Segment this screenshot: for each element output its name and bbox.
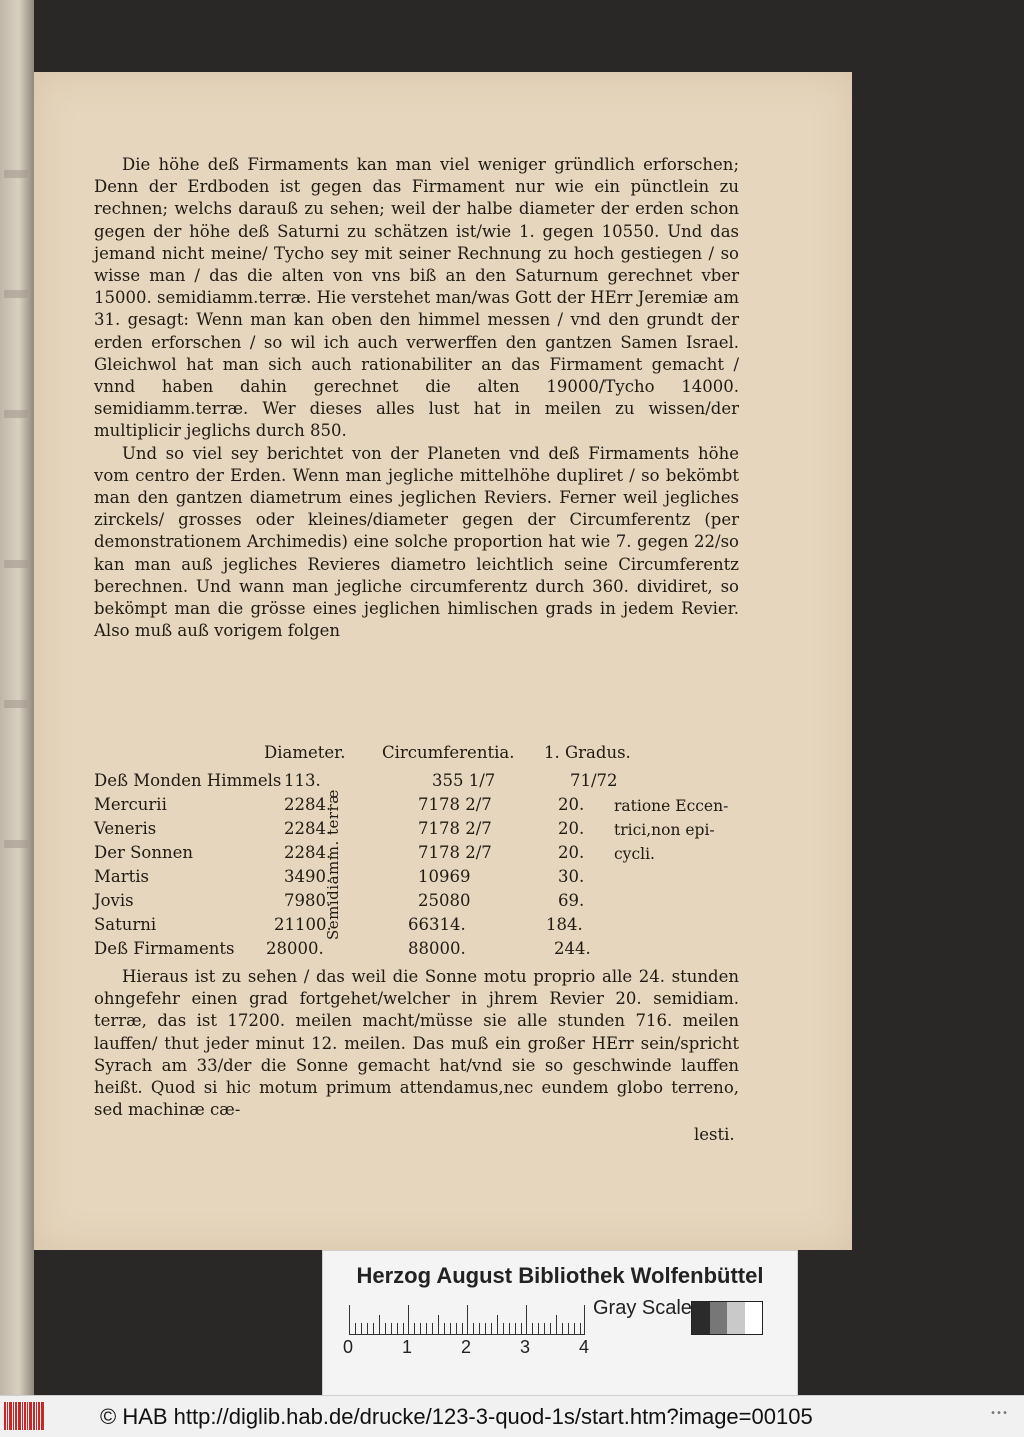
row-diameter: 2284. bbox=[284, 795, 332, 814]
row-circ: 7178 2/7 bbox=[418, 795, 492, 814]
book-spine-edge bbox=[0, 0, 34, 1395]
hab-logo-icon bbox=[4, 1402, 48, 1430]
row-gradus: 20. bbox=[558, 843, 585, 862]
row-gradus: 244. bbox=[554, 939, 591, 958]
header-circumferentia: Circumferentia. bbox=[382, 743, 515, 762]
row-name: Saturni bbox=[94, 915, 157, 934]
gray-scale-label: Gray Scale bbox=[593, 1297, 692, 1319]
header-gradus: 1. Gradus. bbox=[544, 743, 631, 762]
paragraph-2: Und so viel sey berichtet von der Planeten vnd deß Firmaments höhe vom centro der Erden. Wenn man jegliche mittelhöhe dupliret / so bekömbt man den gantzen diametrum eines jeglichen Reviers. Ferner weil jegliches zirckels/ grosses oder kleines/diameter gegen der Circumferentz (per demonstrationem Archimedis) eine solche proportion hat wie 7. gegen 22/so kan man auß jegliches Revieres diametro leichtlich seine Circumferentz berechnen. Und wann man jegliche circumferentz durch 360. dividiret, so bekömpt man die grösse eines jeglichen himlischen grads in jedem Revier. Also muß auß vorigem folgen bbox=[94, 443, 739, 641]
row-diameter: 2284. bbox=[284, 819, 332, 838]
paragraph-3-wrap bbox=[94, 966, 739, 1121]
table-row bbox=[94, 914, 739, 938]
semidiamm-side-label: Semidiamm. terræ bbox=[324, 789, 342, 941]
row-gradus: 71/72 bbox=[570, 771, 618, 790]
ruler-number: 1 bbox=[402, 1337, 413, 1357]
footer-dots: ••• bbox=[989, 1408, 1008, 1419]
library-title: Herzog August Bibliothek Wolfenbüttel bbox=[356, 1263, 764, 1288]
row-gradus: 30. bbox=[558, 867, 585, 886]
ruler-number: 0 bbox=[343, 1337, 354, 1357]
ruler-number: 3 bbox=[520, 1337, 531, 1357]
row-name: Veneris bbox=[94, 819, 157, 838]
eccentric-note: ratione Eccen- trici,non epi- cycli. bbox=[614, 797, 729, 863]
row-gradus: 20. bbox=[558, 795, 585, 814]
row-diameter: 3490. bbox=[284, 867, 332, 886]
scale-ruler bbox=[349, 1299, 585, 1335]
row-circ: 88000. bbox=[408, 939, 466, 958]
table-row bbox=[94, 866, 739, 890]
copyright-url[interactable]: © HAB http://diglib.hab.de/drucke/123-3-quod-1s/start.htm?image=00105 bbox=[100, 1404, 813, 1429]
table-header bbox=[94, 742, 739, 766]
row-gradus: 184. bbox=[546, 915, 583, 934]
row-name: Der Sonnen bbox=[94, 843, 194, 862]
table-row bbox=[94, 890, 739, 914]
row-circ: 7178 2/7 bbox=[418, 819, 492, 838]
table-row bbox=[94, 770, 739, 794]
row-name: Mercurii bbox=[94, 795, 167, 814]
library-label-card bbox=[322, 1250, 798, 1397]
row-diameter: 21100. bbox=[274, 915, 332, 934]
row-name: Martis bbox=[94, 867, 149, 886]
row-name: Deß Firmaments bbox=[94, 939, 235, 958]
row-name: Jovis bbox=[94, 891, 134, 910]
row-circ: 25080 bbox=[418, 891, 471, 910]
row-gradus: 69. bbox=[558, 891, 585, 910]
paragraph-3: Hieraus ist zu sehen / das weil die Sonne motu proprio alle 24. stunden ohngefehr einen grad fortgehet/welcher in jhrem Revier 20. semidiam. terræ, das ist 17200. meilen macht/müsse sie alle stunden 716. meilen lauffen/ thut jeder minut 12. meilen. Das muß ein großer HErr sein/spricht Syrach am 33/der die Sonne gemacht hat/vnd sie so geschwinde lauffen heißt. Quod si hic motum primum attendamus,nec eundem globo terreno, sed machinæ cæ- bbox=[94, 967, 739, 1120]
scanned-page bbox=[34, 72, 852, 1250]
header-diameter: Diameter. bbox=[264, 743, 346, 762]
row-circ: 7178 2/7 bbox=[418, 843, 492, 862]
row-diameter: 2284. bbox=[284, 843, 332, 862]
row-circ: 10969 bbox=[418, 867, 471, 886]
row-name: Deß Monden Himmels bbox=[94, 771, 282, 790]
ruler-number: 4 bbox=[579, 1337, 590, 1357]
row-diameter: 7980. bbox=[284, 891, 332, 910]
ruler-number: 2 bbox=[461, 1337, 472, 1357]
row-circ: 66314. bbox=[408, 915, 466, 934]
table-row bbox=[94, 938, 739, 962]
row-gradus: 20. bbox=[558, 819, 585, 838]
paragraph-1: Die höhe deß Firmaments kan man viel weniger gründlich erforschen; Denn der Erdboden ist gegen das Firmament nur wie ein pünctlein zu rechnen; welchs darauß zu sehen; weil der halbe diameter der erden schon gegen der höhe deß Saturni zu schätzen ist/wie 1. gegen 10550. Und das jemand nicht meine/ Tycho sey mit seiner Rechnung zu hoch gestiegen / so wisse man / das die alten von vns biß an den Saturnum gerechnet vber 15000. semidiamm.terræ. Hie verstehet man/was Gott der HErr Jeremiæ am 31. gesagt: Wenn man kan oben den himmel messen / vnd den grundt der erden erforschen / so wil ich auch verwerffen den gantzen Samen Israel. Gleichwol hat man sich auch rationabiliter an das Firmament gemacht / vnnd haben dahin gerechnet die alten 19000/Tycho 14000. semidiamm.terræ. Wer dieses alles lust hat in meilen zu wissen/der multiplicir jeglichs durch 850. bbox=[94, 155, 739, 441]
catchword: lesti. bbox=[694, 1125, 735, 1144]
page-text-block bbox=[94, 154, 739, 1144]
gray-scale-swatch bbox=[691, 1301, 763, 1335]
footer-bar bbox=[0, 1395, 1024, 1437]
row-circ: 355 1/7 bbox=[432, 771, 496, 790]
row-diameter: 113. bbox=[284, 771, 321, 790]
row-diameter: 28000. bbox=[266, 939, 324, 958]
